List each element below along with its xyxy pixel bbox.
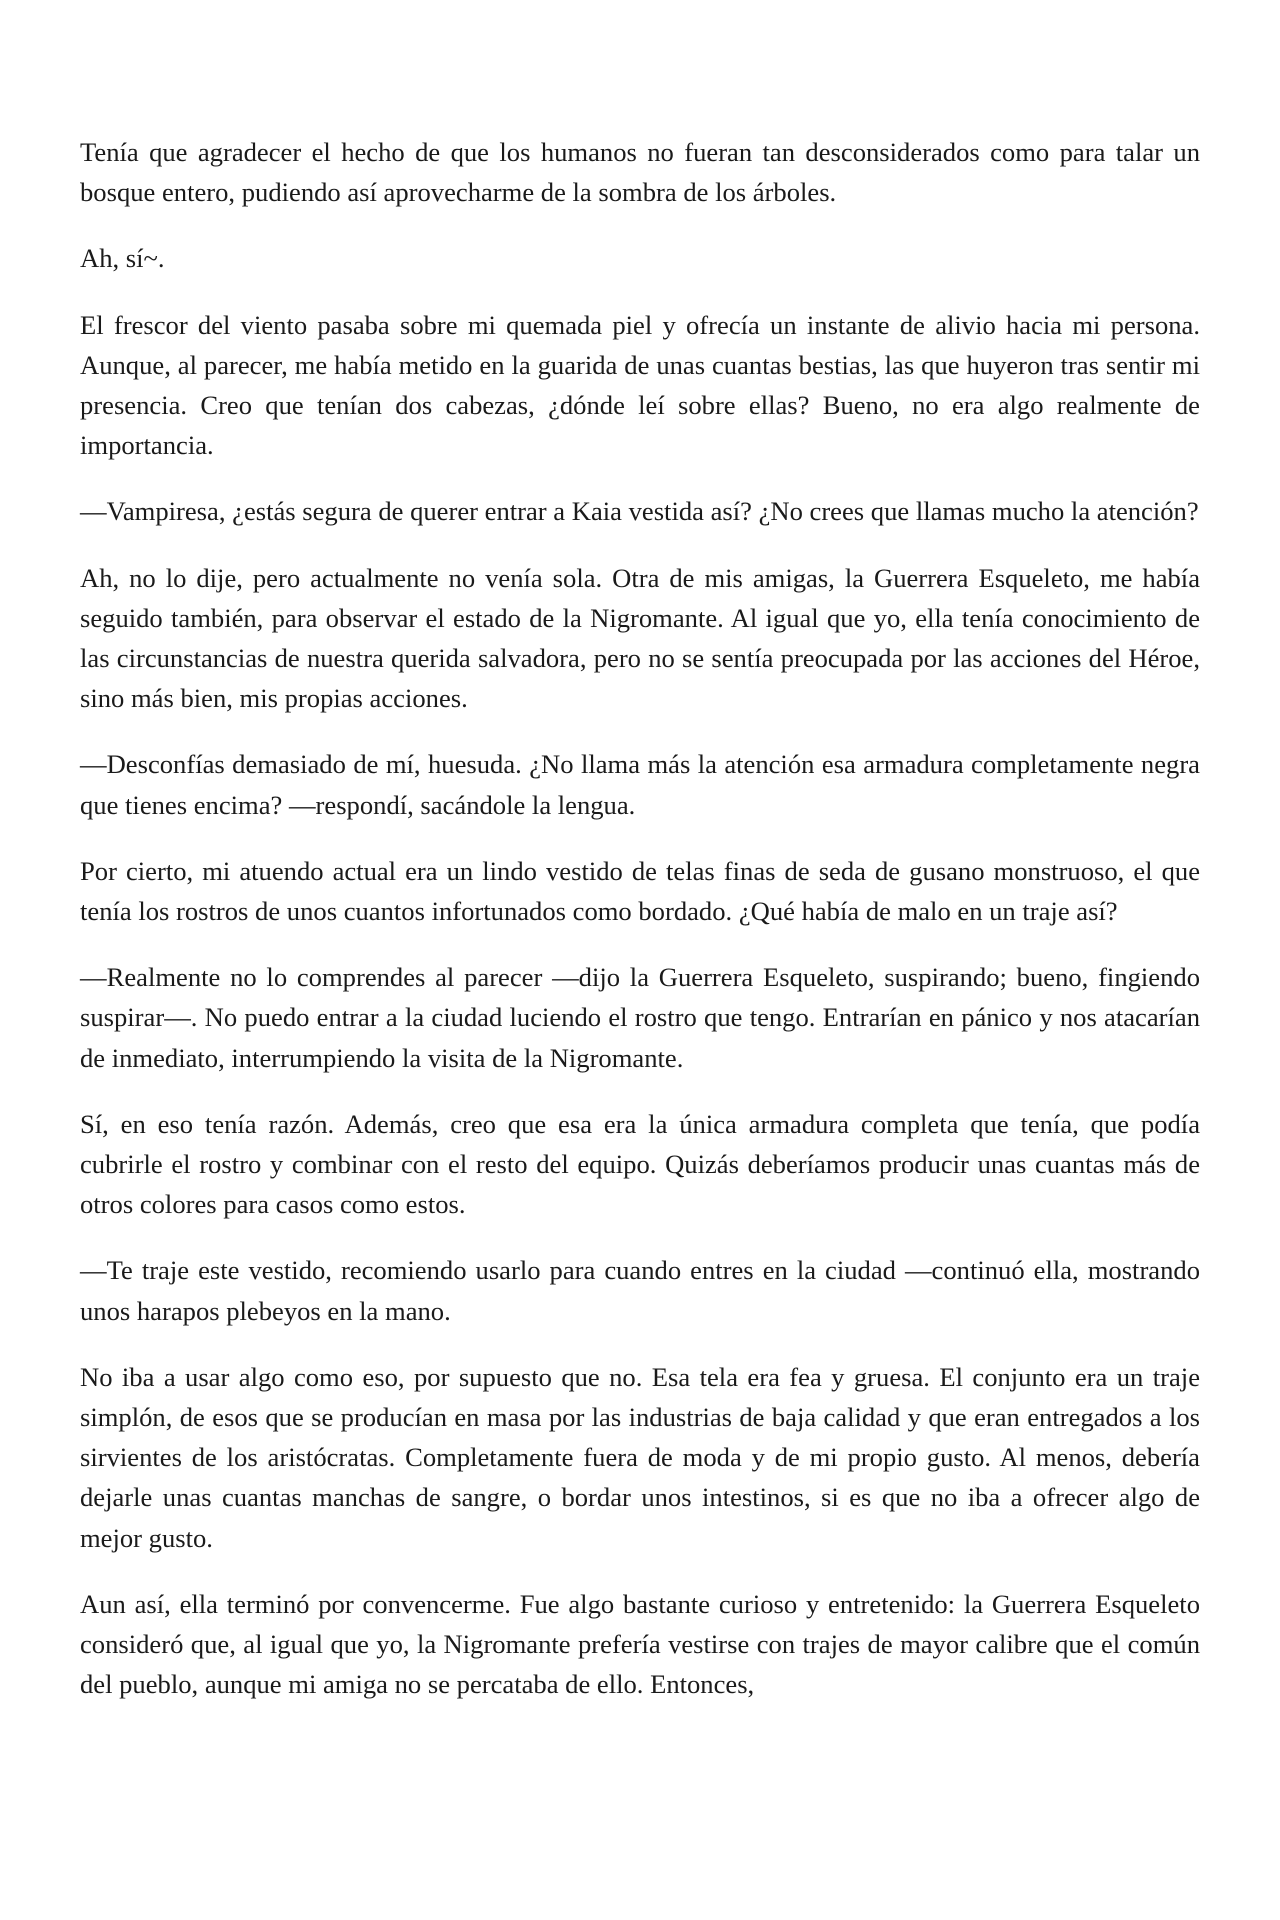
paragraph: Ah, no lo dije, pero actualmente no venía sola. Otra de mis amigas, la Guerrera Esqueleto, me había seguido también, para observar el estado de la Nigromante. Al igual que yo, ella tenía conocimiento de las circunstancias de nuestra querida salvadora, pero no se sentía preocupada por las acciones del Héroe, sino más bien, mis propias acciones. <box>80 562 1200 714</box>
paragraph: —Te traje este vestido, recomiendo usarlo para cuando entres en la ciudad —continuó ella, mostrando unos harapos plebeyos en la mano. <box>80 1255 1200 1326</box>
paragraph: Aun así, ella terminó por convencerme. Fue algo bastante curioso y entretenido: la Guerrera Esqueleto consideró que, al igual que yo, la Nigromante prefería vestirse con trajes de mayor calibre que el común del pueblo, aunque mi amiga no se percataba de ello. Entonces, <box>80 1588 1200 1700</box>
paragraph: —Desconfías demasiado de mí, huesuda. ¿No llama más la atención esa armadura completamente negra que tienes encima? —respondí, sacándole la lengua. <box>80 749 1200 820</box>
paragraph: —Vampiresa, ¿estás segura de querer entrar a Kaia vestida así? ¿No crees que llamas mucho la atención? <box>80 496 1199 527</box>
document-page <box>80 132 1200 1705</box>
paragraph: El frescor del viento pasaba sobre mi quemada piel y ofrecía un instante de alivio hacia mi persona. Aunque, al parecer, me había metido en la guarida de unas cuantas bestias, las que huyeron tras sentir mi presencia. Creo que tenían dos cabezas, ¿dónde leí sobre ellas? Bueno, no era algo realmente de importancia. <box>80 309 1200 461</box>
paragraph: Por cierto, mi atuendo actual era un lindo vestido de telas finas de seda de gusano monstruoso, el que tenía los rostros de unos cuantos infortunados como bordado. ¿Qué había de malo en un traje así? <box>80 855 1200 927</box>
paragraph: Tenía que agradecer el hecho de que los humanos no fueran tan desconsiderados como para talar un bosque entero, pudiendo así aprovecharme de la sombra de los árboles. <box>80 137 1200 208</box>
paragraph: No iba a usar algo como eso, por supuesto que no. Esa tela era fea y gruesa. El conjunto era un traje simplón, de esos que se producían en masa por las industrias de baja calidad y que eran entregados a los sirvientes de los aristócratas. Completamente fuera de moda y de mi propio gusto. Al menos, debería dejarle unas cuantas manchas de sangre, o bordar unos intestinos, si es que no iba a ofrecer algo de mejor gusto. <box>80 1361 1200 1553</box>
paragraph: —Realmente no lo comprendes al parecer —dijo la Guerrera Esqueleto, suspirando; bueno, fingiendo suspirar—. No puedo entrar a la ciudad luciendo el rostro que tengo. Entrarían en pánico y nos atacarían de inmediato, interrumpiendo la visita de la Nigromante. <box>80 962 1200 1073</box>
paragraph: Sí, en eso tenía razón. Además, creo que esa era la única armadura completa que tenía, que podía cubrirle el rostro y combinar con el resto del equipo. Quizás deberíamos producir unas cuantas más de otros colores para casos como estos. <box>80 1108 1200 1220</box>
paragraph: Ah, sí~. <box>80 243 165 274</box>
